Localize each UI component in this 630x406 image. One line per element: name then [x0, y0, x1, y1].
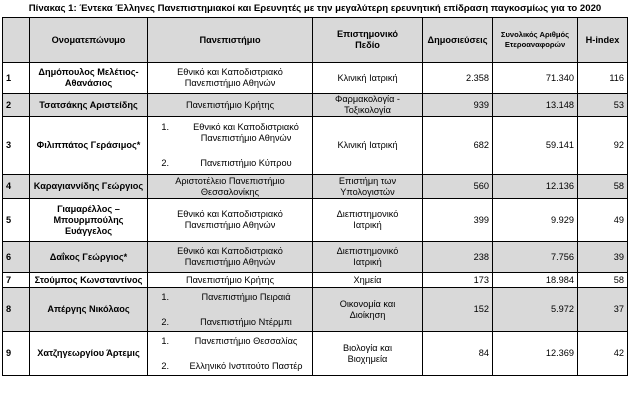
researchers-table — [2, 17, 628, 376]
cell-university: 1. Πανεπιστήμιο Πειραιά 2. Πανεπιστήμιο Ντέρμπι — [148, 288, 313, 332]
table-row — [3, 199, 628, 242]
cell-university: 1. Εθνικό και Καποδιστριακό Πανεπιστήμιο Αθηνών 2. Πανεπιστήμιο Κύπρου — [148, 117, 313, 175]
cell-hindex: 39 — [578, 242, 628, 273]
cell-citations: 13.148 — [493, 94, 578, 117]
cell-hindex: 42 — [578, 332, 628, 376]
cell-rank: 2 — [3, 94, 30, 117]
table-row — [3, 175, 628, 199]
table-caption: Πίνακας 1: Έντεκα Έλληνες Πανεπιστημιακοί και Ερευνητές με την μεγαλύτερη ερευνητική επίδραση παγκοσμίως για το 2020 — [28, 3, 602, 14]
header-index — [3, 18, 30, 63]
cell-university: Εθνικό και Καποδιστριακό Πανεπιστήμιο Αθηνών — [148, 242, 313, 273]
header-row — [3, 18, 628, 63]
cell-field: Χημεία — [313, 273, 423, 288]
cell-citations: 12.136 — [493, 175, 578, 199]
cell-citations: 12.369 — [493, 332, 578, 376]
cell-hindex: 92 — [578, 117, 628, 175]
header-publications: Δημοσιεύσεις — [423, 18, 493, 63]
cell-citations: 71.340 — [493, 63, 578, 94]
cell-rank: 1 — [3, 63, 30, 94]
cell-publications: 560 — [423, 175, 493, 199]
cell-name: Δημόπουλος Μελέτιος- Αθανάσιος — [30, 63, 148, 94]
table-row — [3, 273, 628, 288]
cell-field: Οικονομία και Διοίκηση — [313, 288, 423, 332]
cell-publications: 173 — [423, 273, 493, 288]
cell-hindex: 37 — [578, 288, 628, 332]
cell-hindex: 58 — [578, 175, 628, 199]
cell-university: Πανεπιστήμιο Κρήτης — [148, 273, 313, 288]
header-university: Πανεπιστήμιο — [148, 18, 313, 63]
header-hindex: H-index — [578, 18, 628, 63]
cell-university: 1. Πανεπιστήμιο Θεσσαλίας 2. Ελληνικό Ινστιτούτο Παστέρ — [148, 332, 313, 376]
table-row — [3, 288, 628, 332]
table-row — [3, 242, 628, 273]
cell-publications: 682 — [423, 117, 493, 175]
cell-rank: 9 — [3, 332, 30, 376]
cell-hindex: 53 — [578, 94, 628, 117]
table-row — [3, 94, 628, 117]
cell-citations: 7.756 — [493, 242, 578, 273]
cell-name: Καραγιαννίδης Γεώργιος — [30, 175, 148, 199]
table-row — [3, 332, 628, 376]
cell-field: Κλινική Ιατρική — [313, 63, 423, 94]
cell-name: Απέργης Νικόλαος — [30, 288, 148, 332]
cell-name: Τσατσάκης Αριστείδης — [30, 94, 148, 117]
cell-publications: 238 — [423, 242, 493, 273]
cell-citations: 9.929 — [493, 199, 578, 242]
cell-rank: 3 — [3, 117, 30, 175]
cell-field: Κλινική Ιατρική — [313, 117, 423, 175]
cell-university: Εθνικό και Καποδιστριακό Πανεπιστήμιο Αθηνών — [148, 199, 313, 242]
cell-field: Βιολογία και Βιοχημεία — [313, 332, 423, 376]
header-citations: Συνολικός Αριθμός Ετεροαναφορών — [493, 18, 578, 63]
cell-rank: 7 — [3, 273, 30, 288]
cell-publications: 84 — [423, 332, 493, 376]
cell-rank: 5 — [3, 199, 30, 242]
cell-citations: 18.984 — [493, 273, 578, 288]
cell-citations: 59.141 — [493, 117, 578, 175]
cell-citations: 5.972 — [493, 288, 578, 332]
cell-name: Γιαμαρέλλος – Μπουρμπούλης Ευάγγελος — [30, 199, 148, 242]
table-row — [3, 63, 628, 94]
table-row — [3, 117, 628, 175]
cell-field: Επιστήμη των Υπολογιστών — [313, 175, 423, 199]
cell-field: Φαρμακολογία - Τοξικολογία — [313, 94, 423, 117]
cell-field: Διεπιστημονικό Ιατρική — [313, 242, 423, 273]
cell-rank: 8 — [3, 288, 30, 332]
cell-publications: 939 — [423, 94, 493, 117]
cell-publications: 152 — [423, 288, 493, 332]
cell-rank: 6 — [3, 242, 30, 273]
cell-name: Δαΐκος Γεώργιος* — [30, 242, 148, 273]
cell-university: Εθνικό και Καποδιστριακό Πανεπιστήμιο Αθηνών — [148, 63, 313, 94]
cell-university: Αριστοτέλειο Πανεπιστήμιο Θεσσαλονίκης — [148, 175, 313, 199]
header-name: Ονοματεπώνυμο — [30, 18, 148, 63]
cell-field: Διεπιστημονικό Ιατρική — [313, 199, 423, 242]
cell-name: Φιλιππάτος Γεράσιμος* — [30, 117, 148, 175]
cell-publications: 399 — [423, 199, 493, 242]
cell-hindex: 58 — [578, 273, 628, 288]
header-field: Επιστημονικό Πεδίο — [313, 18, 423, 63]
cell-university: Πανεπιστήμιο Κρήτης — [148, 94, 313, 117]
cell-hindex: 116 — [578, 63, 628, 94]
cell-publications: 2.358 — [423, 63, 493, 94]
cell-hindex: 49 — [578, 199, 628, 242]
cell-rank: 4 — [3, 175, 30, 199]
cell-name: Χατζηγεωργίου Άρτεμις — [30, 332, 148, 376]
cell-name: Στούμπος Κωνσταντίνος — [30, 273, 148, 288]
